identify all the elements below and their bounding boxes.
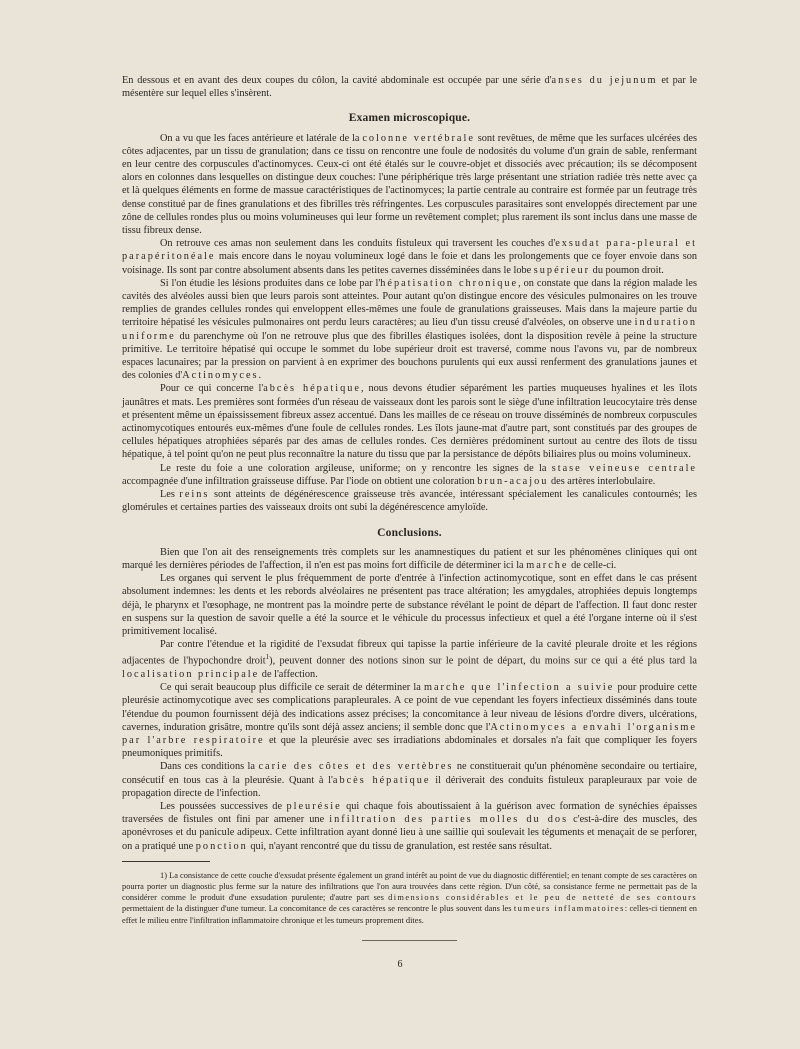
section-title-conclusions: Conclusions. [377, 526, 442, 539]
paragraph: Les poussées successives de pleurésie qui chaque fois aboutissaient à la guérison avec formation de synéchies épaisses traversées de fistules ont fini par amener une infiltration des parties molles du dos c'est-à-dire des muscles, des aponévroses et du panicule adipeux. Cette infiltration ayant donné lieu à une saillie qui soulevait les téguments et menaçait de se perforer, on a pratiqué une ponction qui, n'ayant rencontré que du tissu de granulation, est restée sans résultat. [122, 800, 698, 852]
paragraph: Dans ces conditions la carie des côtes et des vertèbres ne constituerait qu'un phénomène secondaire ou tertiaire, consécutif en tous cas à la pleurésie. Quant à l'abcès hépatique il dériverait des conduits fistuleux parapleuraux par voie de propagation directe de l'infection. [122, 761, 698, 799]
footnote-divider [122, 861, 210, 862]
paragraph: Le reste du foie a une coloration argileuse, uniforme; on y rencontre les signes de la stase veineuse centrale accompagnée d'une infiltration graisseuse diffuse. Par l'iode on obtient une coloration brun-acajou des artères interlobulaire. [122, 462, 697, 487]
footnote-marker: 1 [265, 653, 270, 662]
footnote: 1) La consistance de cette couche d'exsudat présente également un grand intérêt au point de vue du diagnostic différentiel; en tenant compte de ses caractères on pourra porter un diagnostic plus ferme sur la nature des infiltrations que l'on aura trouvées dans cette région. D'un côté, sa consistance ferme ne permettait pas de la considérer comme le produit d'une exsudation purulente; d'autre part ses dimensions considérables et le peu de netteté de ses contours permettaient de la distinguer d'une tumeur. La concomitance de ces caractères se rencontre le plus souvent dans les tumeurs inflammatoires: celles-ci tiennent en effet le milieu entre l'infiltration inflammatoire chronique et les tumeurs proprement dites. [122, 870, 697, 925]
paragraph: Bien que l'on ait des renseignements très complets sur les anamnestiques du patient et sur les phénomènes cliniques qui ont marqué les dernières périodes de l'affection, il n'en est pas moins fort difficile de déterminer ici la marche de celle-ci. [122, 546, 697, 571]
paragraph: Ce qui serait beaucoup plus difficile ce serait de déterminer la marche que l'infection a suivie pour produire cette pleurésie actinomycotique avec ses complications parapleurales. A ce point de vue cependant les foyers infectieux disséminés dans toute l'étendue du poumon fournissent déjà des indications assez précises; la concomitance à leur niveau de lésions d'ordre divers, ulcérations, cavernes, induration grisâtre, montre qu'ils sont déjà assez anciens; il semble donc que l'Actinomyces a envahi l'organisme par l'arbre respiratoire et que la pleurésie avec ses irradiations abdominales et dorsales n'a fait que compliquer les foyers pneumoniques primitifs. [122, 682, 697, 760]
paragraph: Les organes qui servent le plus fréquemment de porte d'entrée à l'infection actinomycotique, sont en effet dans le cas présent absolument indemnes: les dents et les rebords alvéolaires ne présentent pas trace altération; les amygdales, atrophiées depuis longtemps déjà, le pharynx et l'œsophage, ne montrent pas la moindre perte de substance révélant le point de départ de l'affection. Il faut donc rester en suspens sur la question de savoir quelle a été la source et le véhicule du processus infectieux et quel a été l'organe interne où il s'est primitivement localisé. [122, 573, 697, 637]
end-divider [362, 940, 457, 941]
paragraph: On retrouve ces amas non seulement dans les conduits fistuleux qui traversent les couches d'exsudat para-pleural et parapéritonéale mais encore dans le noyau volumineux logé dans le foie et dans les prolongements que ce foyer envoie dans son voisinage. Ils sont par contre absolument absents dans les petites cavernes disséminées dans le lobe supérieur du poumon droit. [122, 238, 697, 276]
section-title-examen: Examen microscopique. [348, 112, 471, 125]
paragraph: Pour ce qui concerne l'abcès hépatique, nous devons étudier séparément les parties muqueuses hyalines et les îlots jaunâtres et mats. Les premières sont formées d'un réseau de vaisseaux dont les parois sont le siège d'une infiltration leucocytaire très dense et présentent même un épaississement fibreux assez accentué. Dans les mailles de ce réseau on trouve disséminés de nombreux corpuscules actinomycotiques entourés eux-mêmes d'une foule de cellules rondes. Les îlots jaune-mat d'autre part, sont constitués par des groupes de cellules hépatiques atrophiées séparés par des amas de cellules rondes. Ces dernières prédominent surtout au centre des îlots de tissu hépatique, à tel point qu'on ne peut plus reconnaître la nature du tissu que par la persistance de dépôts biliaires plus ou moins volumineux. [122, 383, 698, 461]
intro-paragraph: En dessous et en avant des deux coupes du côlon, la cavité abdominale est occupée par une série d'anses du jejunum et par le mésentère sur lequel elles s'insèrent. [122, 75, 697, 100]
text-body [122, 74, 697, 941]
paragraph: Si l'on étudie les lésions produites dans ce lobe par l'hépatisation chronique, on constate que dans la région malade les cavités des alvéoles aussi bien que leurs parois sont atteintes. Pour autant qu'on distingue encore des vésicules pulmonaires on les trouve remplies de grandes cellules rondes qui enveloppent elles-mêmes une foule de granulations graisseuses. Mais dans la majeure partie du territoire hépatisé les vésicules pulmonaires ont perdu leurs caractères; au lieu d'un tissu creusé d'alvéoles, on observe une induration uniforme du parenchyme où l'on ne retrouve plus que des fibrilles élastiques isolées, dont la disposition revèle à peine la structure primitive. Le territoire hépatisé qui occupe le sommet du lobe supérieur droit est traversé, comme nous l'avons vu, par de nombreux espaces lacunaires; par la pression on parvient à en exprimer des bouchons purulents qui eux aussi renferment des granulations jaunes et des colonies d'Actinomyces. [122, 277, 697, 382]
paragraph: On a vu que les faces antérieure et latérale de la colonne vertébrale sont revêtues, de même que les surfaces ulcérées des côtes adjacentes, par un tissu de granulation; dans ce tissu on rencontre une foule de nodosités du volume d'un grain de sable, renfermant en leur centre des corpuscules d'actinomyces. Ceux-ci ont été étalés sur le couvre-objet et dissociés avec précaution; ils se décomposent alors en colonnes dans lesquelles on distingue deux couches: l'une périphérique très large présentant une striation radiée très nette avec ça et là quelques éléments en forme de massue caractéristiques de l'actinomyces; la partie centrale au contraire est formée par un feutrage très dense constitué par de fines granulations et des fibrilles très réfringentes. Les corpuscules parasitaires sont enveloppés directement par une zône de cellules rondes plus ou moins volumineuses qui leur forme un revêtement complet; plus rarement ils sont inclus dans une masse de tissu fibreux dense. [122, 132, 697, 237]
paragraph: Les reins sont atteints de dégénérescence graisseuse très avancée, intéressant spécialement les canalicules contournés; les glomérules et certaines parties des vaisseaux droits ont subi la dégénérescence amyloïde. [122, 489, 697, 514]
page-number: 6 [397, 959, 403, 970]
paragraph: Par contre l'étendue et la rigidité de l'exsudat fibreux qui tapisse la partie inférieure de la cavité pleurale droite et les régions adjacentes de l'hypochondre droit$^1$), peuvent donner des notions sinon sur le point de départ, du moins sur ce qui a été plus tard la localisation principale de l'affection. [122, 639, 697, 680]
